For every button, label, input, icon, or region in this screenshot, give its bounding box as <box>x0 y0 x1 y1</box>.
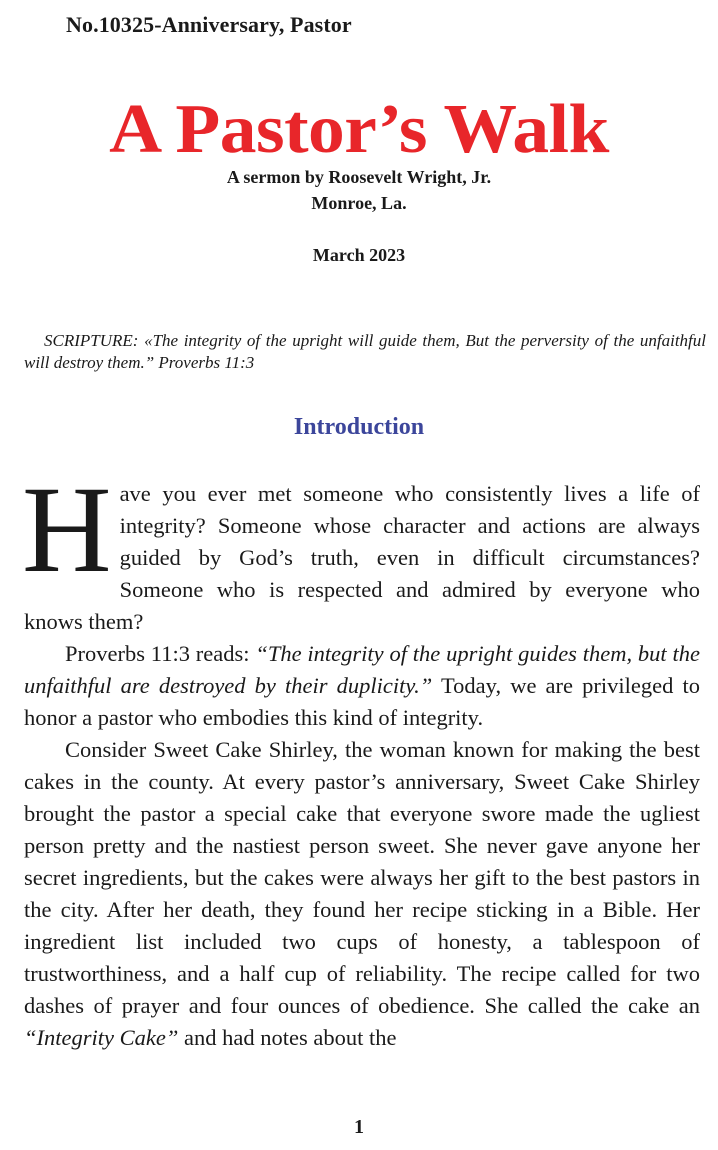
sermon-date: March 2023 <box>312 245 406 265</box>
sermon-body <box>22 461 700 1054</box>
scripture-quote: SCRIPTURE: «The integrity of the upright will guide them, But the perversity of the unfaithful will destroy them.” Proverbs 11:3 <box>24 331 706 372</box>
paragraph-3-quote: “Integrity Cake” <box>24 1025 179 1050</box>
section-heading-introduction: Introduction <box>293 414 425 440</box>
author-line: A sermon by Roosevelt Wright, Jr. <box>226 167 492 187</box>
location-line: Monroe, La. <box>311 193 407 213</box>
paragraph-2-rest: Today, we are privileged to honor a pastor who embodies this kind of integrity. <box>24 673 700 730</box>
sermon-serial-number: No.10325-Anniversary, Pastor <box>66 12 352 37</box>
drop-cap: H <box>22 461 112 598</box>
paragraph-3 <box>24 734 700 1054</box>
paragraph-1 <box>22 461 700 638</box>
paragraph-2-lead: Proverbs 11:3 reads: <box>65 641 256 666</box>
paragraph-3-rest: and had notes about the <box>178 1025 397 1050</box>
paragraph-2-quote: “The integrity of the upright guides them, but the unfaithful are destroyed by their duplicity.” <box>24 641 700 698</box>
paragraph-3-lead: Consider Sweet Cake Shirley, the woman known for making the best cakes in the county. At every pastor’s anniversary, Sweet Cake Shirley brought the pastor a special cake that everyone swore made the ugliest person pretty and the nastiest person sweet. She never gave anyone her secret ingredients, but the cakes were always her gift to the best pastors in the city. After her death, they found her recipe sticking in a Bible. Her ingredient list included two cups of honesty, a tablespoon of trustworthiness, and a half cup of reliability. The recipe called for two dashes of prayer and four ounces of obedience. She called the cake an <box>24 737 700 1018</box>
sermon-title: A Pastor’s Walk <box>109 91 609 168</box>
paragraph-2 <box>24 638 700 734</box>
page-number: 1 <box>354 1116 364 1138</box>
byline <box>0 164 718 216</box>
paragraph-1-text: ave you ever met someone who consistently lives a life of integrity? Someone whose character and actions are always guided by God’s truth, even in difficult circumstances? Someone who is respected and admired by everyone who knows them? <box>24 481 700 634</box>
